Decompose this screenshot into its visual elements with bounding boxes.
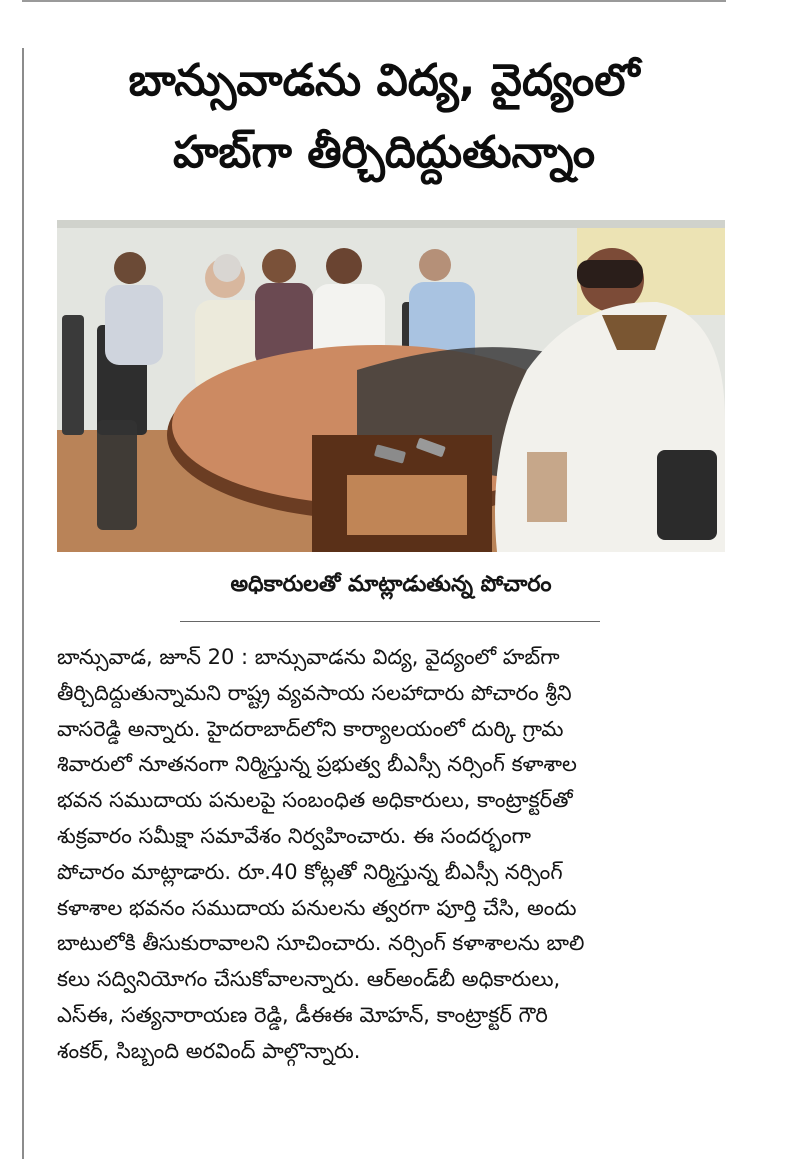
meeting-photo xyxy=(57,220,725,552)
body-line: కళాశాల భవనం సముదాయ పనులను త్వరగా పూర్తి చేసి, అందు xyxy=(57,895,577,920)
headline-line-1: బాన్సువాడను విద్య, వైద్యంలో xyxy=(128,55,640,106)
body-line: శుక్రవారం సమీక్షా సమావేశం నిర్వహించారు. ఈ సందర్భంగా xyxy=(57,823,531,848)
body-line: శంకర్, సిబ్బంది అరవింద్ పాల్గొన్నారు. xyxy=(57,1038,361,1063)
body-line: బాన్సువాడ, జూన్ 20 : బాన్సువాడను విద్య, వైద్యంలో హబ్‌గా xyxy=(57,645,560,669)
article-body xyxy=(57,640,727,1070)
top-rule xyxy=(22,0,726,2)
headline xyxy=(40,45,728,189)
body-line: కలు సద్వినియోగం చేసుకోవాలన్నారు. ఆర్‌అండ్‌బీ అధికారులు, xyxy=(57,967,561,992)
body-line: శివారులో నూతనంగా నిర్మిస్తున్న ప్రభుత్వ బీఎస్సీ నర్సింగ్ కళాశాల xyxy=(57,752,577,777)
body-line: భవన సముదాయ పనులపై సంబంధిత అధికారులు, కాంట్రాక్టర్‌తో xyxy=(57,788,573,813)
body-line: వాసరెడ్డి అన్నారు. హైదరాబాద్‌లోని కార్యాలయంలో దుర్కి గ్రామ xyxy=(57,716,564,741)
body-line: తీర్చిదిద్దుతున్నామని రాష్ట్ర వ్యవసాయ సలహాదారు పోచారం శ్రీని xyxy=(57,680,572,705)
body-line: ఎస్‌ఈ, సత్యనారాయణ రెడ్డి, డీఈఈ మోహన్, కాంట్రాక్టర్ గౌరి xyxy=(57,1002,548,1027)
meeting-photo-illustration xyxy=(57,220,725,552)
column-rule xyxy=(22,48,24,1159)
headline-line-2: హబ్‌గా తీర్చిదిద్దుతున్నాం xyxy=(172,127,596,178)
photo-caption: అధికారులతో మాట్లాడుతున్న పోచారం xyxy=(230,572,552,597)
body-line: పోచారం మాట్లాడారు. రూ.40 కోట్లతో నిర్మిస్తున్న బీఎస్సీ నర్సింగ్ xyxy=(57,859,563,884)
body-line: బాటులోకి తీసుకురావాలని సూచించారు. నర్సింగ్ కళాశాలను బాలి xyxy=(57,931,585,956)
caption-rule xyxy=(180,621,600,622)
